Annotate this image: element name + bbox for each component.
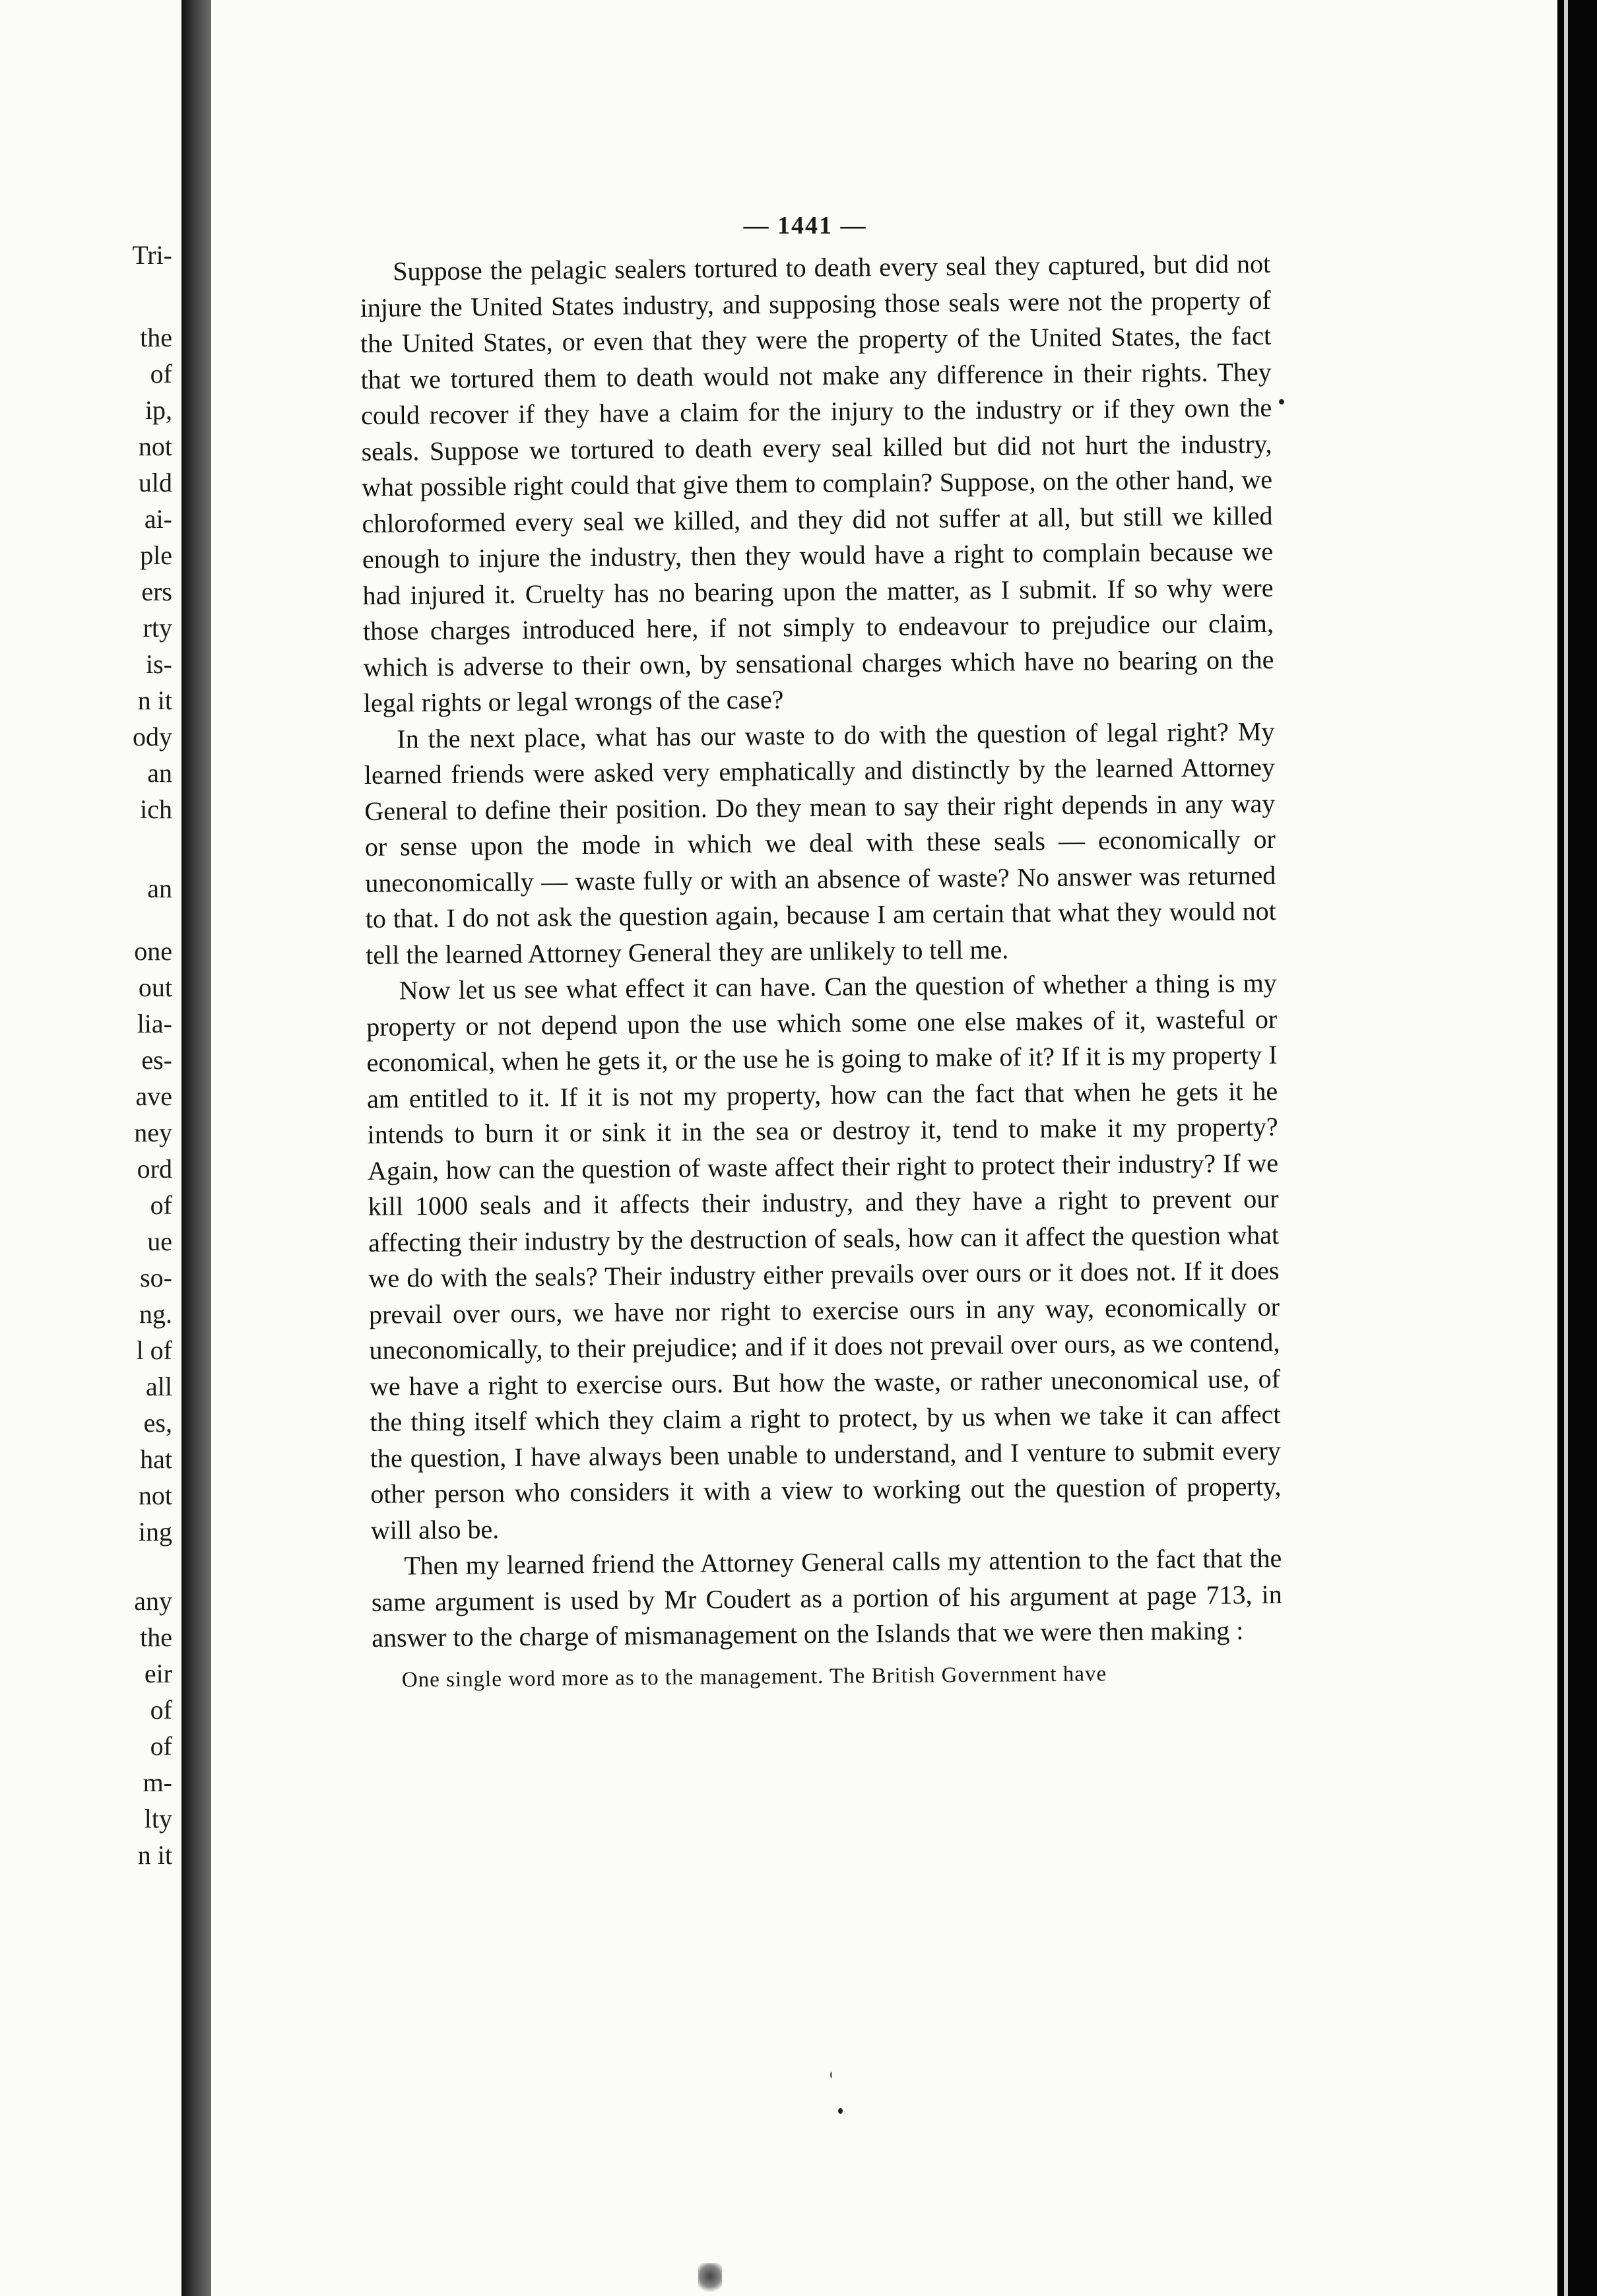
paragraph-2: In the next place, what has our waste to do with the question of legal right? My learned friends were asked very emphatically and distinctly by the learned Attorney General to define their position. Do they mean to say their right depends in any way or sense upon the mode in which we deal with these seals — economically or uneconomically — waste fully or with an absence of waste? No answer was returned to that. I do not ask the question again, because I am certain that what they would not tell the learned Attorney General they are unlikely to tell me.: [364, 716, 1276, 970]
gutter-shadow: [181, 0, 211, 2296]
page-edge-line: [1564, 0, 1568, 2296]
left-margin-fragment: one: [134, 936, 172, 966]
left-margin-fragment: eir: [144, 1659, 172, 1688]
left-margin-fragment: ai-: [144, 504, 172, 534]
left-margin-fragment: all: [146, 1372, 172, 1401]
left-margin-fragment: is-: [146, 649, 172, 679]
left-margin-fragment: any: [134, 1586, 172, 1616]
left-margin-fragment: ing: [138, 1517, 172, 1547]
paragraph-3: Now let us see what effect it can have. Can the question of whether a thing is my property or not depend upon the use which some one else makes of it, wasteful or economical, when he gets it, or the use he is going to make of it? If it is my property I am entitled to it. If it is not my property, how can the fact that when he gets it he intends to burn it or sink it in the sea or destroy it, tend to make it my property? Again, how can the question of waste affect their right to protect their industry? If we kill 1000 seals and it affects their industry, and they have a right to prevent our affecting their industry by the destruction of seals, how can it affect the question what we do with the seals? Their industry either prevails over ours or it does not. If it does prevail over ours, we have nor right to exercise ours in any way, economically or uneconomically, to their prejudice; and if it does not prevail over ours, as we contend, we have a right to exercise ours. But how the waste, or rather uneconomical use, of the thing itself which they claim a right to protect, by us when we take it can affect the question, I have always been unable to understand, and I venture to submit every other person who considers it with a view to working out the question of property, will also be.: [366, 967, 1282, 1545]
left-margin-fragment: n it: [137, 1840, 172, 1870]
left-margin-fragment: lty: [144, 1804, 172, 1834]
left-margin-fragment: of: [150, 1695, 172, 1725]
left-margin-fragment: ers: [141, 577, 172, 606]
left-page-edge: [0, 0, 181, 2296]
left-margin-fragment: es,: [143, 1408, 172, 1438]
left-margin-fragment: rty: [143, 613, 172, 643]
left-margin-fragment: so-: [140, 1263, 172, 1292]
left-margin-fragment: ip,: [145, 395, 172, 425]
left-margin-fragment: not: [138, 1481, 172, 1510]
left-margin-fragment: m-: [143, 1768, 172, 1797]
left-margin-fragment: ave: [135, 1081, 172, 1111]
left-page-text-fragments: [0, 0, 181, 2296]
left-margin-fragment: hat: [140, 1444, 172, 1474]
ink-speck: [838, 2108, 843, 2114]
left-margin-fragment: of: [150, 1190, 172, 1220]
left-margin-fragment: lia-: [137, 1009, 172, 1038]
paragraph-1: Suppose the pelagic sealers tortured to death every seal they captured, but did not injure the United States industry, and supposing those seals were not the property of the United States, or even that they were the property of the United States, the fact that we tortured them to death would not make any difference in their rights. They could recover if they have a claim for the injury to the industry or if they own the seals. Suppose we tortured to death every seal killed but did not hurt the industry, what possible right could that give them to complain? Suppose, on the other hand, we chloroformed every seal we killed, and they did not suffer at all, but still we killed enough to injure the industry, then they would have a right to complain because we had injured it. Cruelty has no bearing upon the matter, as I submit. If so why were those charges introduced here, if not simply to endeavour to prejudice our claim, which is adverse to their own, by sensational charges which have no bearing on the legal rights or legal wrongs of the case?: [360, 248, 1274, 718]
left-margin-fragment: the: [140, 1622, 172, 1652]
left-margin-fragment: of: [150, 359, 172, 389]
ink-speck: [1279, 399, 1284, 404]
left-margin-fragment: Tri-: [132, 240, 172, 270]
ink-speck: [830, 2072, 832, 2078]
left-margin-fragment: not: [138, 431, 172, 461]
left-margin-fragment: the: [140, 323, 172, 352]
paragraph-4: Then my learned friend the Attorney General calls my attention to the fact that the same argument is used by Mr Coudert as a portion of his argument at page 713, in answer to the charge of mismanagement on the Islands that we were then making :: [371, 1543, 1282, 1653]
left-margin-fragment: ue: [147, 1227, 172, 1256]
left-margin-fragment: an: [147, 874, 172, 903]
right-scan-border: [1557, 0, 1597, 2296]
left-margin-fragment: n it: [137, 686, 172, 715]
left-margin-fragment: an: [147, 758, 172, 788]
left-margin-fragment: ord: [137, 1154, 172, 1184]
page-number: — 1441 —: [743, 212, 867, 239]
left-margin-fragment: ney: [134, 1118, 172, 1147]
left-margin-fragment: ich: [140, 794, 172, 824]
left-margin-fragment: out: [138, 973, 172, 1002]
binding-mark: [698, 2263, 722, 2296]
left-margin-fragment: ple: [140, 540, 172, 570]
left-margin-fragment: ody: [133, 722, 172, 751]
left-margin-fragment: es-: [141, 1045, 172, 1075]
left-margin-fragment: of: [150, 1731, 172, 1761]
block-quote: One single word more as to the management. The British Government have: [401, 1661, 1107, 1692]
left-margin-fragment: uld: [138, 468, 172, 497]
left-margin-fragment: l of: [136, 1335, 172, 1365]
left-margin-fragment: ng.: [139, 1299, 172, 1329]
body-text: [360, 246, 1283, 1694]
